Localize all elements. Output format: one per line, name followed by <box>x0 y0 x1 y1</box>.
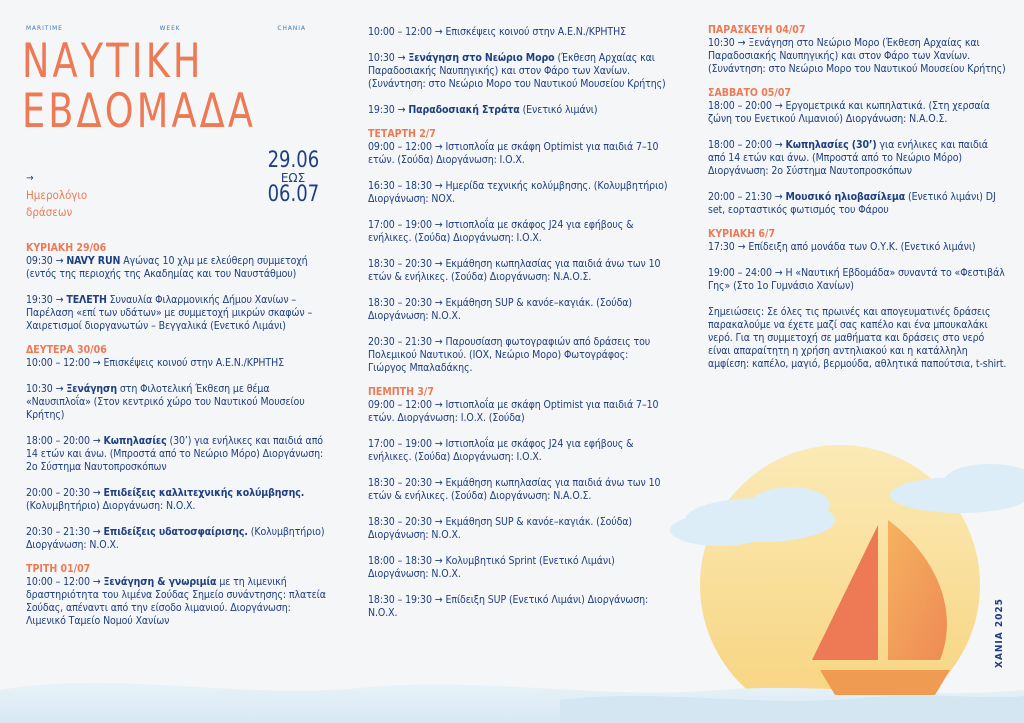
event-item: 20:30 – 21:30 → Παρουσίαση φωτογραφιών από δράσεις του Πολεμικού Ναυτικού. (ΙΟΧ, Νεώριο Μορο) Φωτογράφος: Γιώργος Μπαλαδάκης. <box>368 336 651 374</box>
day-heading: ΤΕΤΑΡΤΗ 2/7 <box>368 128 436 140</box>
event-item: 10:30 → Ξενάγηση στη Φιλοτελική Έκθεση με θέμα «Ναυσιπλοΐα» (Στον κεντρικό χώρο του Ναυτικού Μουσείου Κρήτης) <box>26 383 305 421</box>
tag-week: WEEK <box>159 24 181 32</box>
day-heading: ΚΥΡΙΑΚΗ 6/7 <box>708 228 776 240</box>
event-item: 10:30 → Ξενάγηση στο Νεώριο Μορο (Έκθεση Αρχαίας και Παραδοσιακής Ναυπηγικής) και στον Φάρο των Χανίων. (Συνάντηση: στο Νεώριο Μορο του Ναυτικού Μουσείου Κρήτης) <box>368 52 666 90</box>
event-item: 18:00 – 20:00 → Κωπηλασίες (30’) για ενήλικες και παιδιά από 14 ετών και άνω. (Μπροστά από το Νεώριο Μόρο) Διοργάνωση: 2ο Σύστημα Ναυτοπροσκόπων <box>708 139 988 177</box>
event-item: 18:30 – 20:30 → Εκμάθηση κωπηλασίας για παιδιά άνω των 10 ετών & ενήλικες. (Σούδα) Διοργάνωση: Ν.Α.Ο.Σ. <box>368 477 661 502</box>
date-start: 29.06 <box>267 148 320 173</box>
event-item: 20:00 – 21:30 → Μουσικό ηλιοβασίλεμα (Ενετικό λιμάνι) DJ set, εορταστικός φωτισμός του Φάρου <box>708 191 996 216</box>
event-item: 09:00 – 12:00 → Ιστιοπλοΐα με σκάφη Optimist για παιδιά 7–10 ετών. (Σούδα) Διοργάνωση: Ι.Ο.Χ. <box>368 141 659 166</box>
date-range <box>262 150 324 206</box>
event-item: 16:30 – 18:30 → Ημερίδα τεχνικής κολύμβησης. (Κολυμβητήριο) Διοργάνωση: ΝΟΧ. <box>368 180 668 205</box>
day-heading: ΠΕΜΠΤΗ 3/7 <box>368 386 434 398</box>
notes: Σημειώσεις: Σε όλες τις πρωινές και απογευματινές δράσεις παρακαλούμε να έχετε μαζί σας καπέλο και ένα μπουκαλάκι νερό. Για τη συμμετοχή σε μαθήματα και δράσεις στο νερό είναι απαραίτητη η χρήση αντηλιακού και η κατάλληλη αμφίεση: καπέλο, μαγιό, βερμούδα, αθλητικά παπούτσια, t-shirt. <box>708 306 1007 370</box>
title-line-1: ΝΑΥΤΙΚΗ <box>22 34 204 89</box>
tagline <box>26 24 306 32</box>
event-item: 18:30 – 20:30 → Εκμάθηση SUP & κανόε–καγιάκ. (Σούδα) Διοργάνωση: Ν.Ο.Χ. <box>368 516 633 541</box>
event-item: 17:00 – 19:00 → Ιστιοπλοΐα με σκάφος J24 για εφήβους & ενήλικες. (Σούδα) Διοργάνωση: Ι.Ο.Χ. <box>368 438 634 463</box>
tag-chania: CHANIA <box>277 24 306 32</box>
event-item: 18:00 – 20:00 → Κωπηλασίες (30’) για ενήλικες και παιδιά από 14 ετών και άνω. (Μπροστά από το Νεώριο Μόρο) Διοργάνωση: 2ο Σύστημα Ναυτοπροσκόπων <box>26 435 324 473</box>
event-item: 18:30 – 20:30 → Εκμάθηση SUP & κανόε–καγιάκ. (Σούδα) Διοργάνωση: Ν.Ο.Χ. <box>368 297 633 322</box>
event-item: 17:30 → Επίδειξη από μονάδα των Ο.Υ.Κ. (Ενετικό λιμάνι) <box>708 241 976 253</box>
event-item: 10:30 → Ξενάγηση στο Νεώριο Μορο (Έκθεση Αρχαίας και Παραδοσιακής Ναυπηγικής) και στον Φάρο των Χανίων. (Συνάντηση: στο Νεώριο Μορο του Ναυτικού Μουσείου Κρήτης) <box>708 37 1006 75</box>
tag-maritime: MARITIME <box>26 24 63 32</box>
day-heading: ΤΡΙΤΗ 01/07 <box>26 563 91 575</box>
subtitle-line-2: δράσεων <box>26 205 73 219</box>
event-item: 17:00 – 19:00 → Ιστιοπλοΐα με σκάφος J24 για εφήβους & ενήλικες. (Σούδα) Διοργάνωση: Ι.Ο.Χ. <box>368 219 634 244</box>
event-item: 18:00 – 20:00 → Εργομετρικά και κωπηλατικά. (Στη χερσαία ζώνη του Ενετικού Λιμανιού) Διοργάνωση: Ν.Α.Ο.Σ. <box>708 100 990 125</box>
title-line-2: ΕΒΔΟΜΑΔΑ <box>22 84 257 139</box>
footer-vertical-text: ΧΑΝΙΑ 2025 <box>994 598 1005 668</box>
event-item: 19:30 → ΤΕΛΕΤΗ Συναυλία Φιλαρμονικής Δήμου Χανίων – Παρέλαση «επί των υδάτων» με συμμετοχή μικρών σκαφών – Χαιρετισμοί διοργανωτών – Βεγγαλικά (Ενετικό Λιμάνι) <box>26 294 313 332</box>
event-item: 20:30 – 21:30 → Επιδείξεις υδατοσφαίρισης. (Κολυμβητήριο) Διοργάνωση: Ν.Ο.Χ. <box>26 526 325 551</box>
event-item: 10:00 – 12:00 → Επισκέψεις κοινού στην Α.Ε.Ν./ΚΡΗΤΗΣ <box>368 26 626 38</box>
subtitle-line-1: Ημερολόγιο <box>26 188 88 202</box>
event-item: 18:00 – 18:30 → Κολυμβητικό Sprint (Ενετικό Λιμάνι) Διοργάνωση: Ν.Ο.Χ. <box>368 555 615 580</box>
schedule-column-1 <box>26 232 326 641</box>
event-item: 20:00 – 20:30 → Επιδείξεις καλλιτεχνικής κολύμβησης. (Κολυμβητήριο) Διοργάνωση: Ν.Ο.Χ. <box>26 487 305 512</box>
event-item: 09:30 → NAVY RUN Αγώνας 10 χλμ με ελεύθερη συμμετοχή (εντός της περιοχής της Ακαδημίας και του Ναυστάθμου) <box>26 255 308 280</box>
schedule-column-2 <box>368 26 668 633</box>
event-item: 18:30 – 19:30 → Επίδειξη SUP (Ενετικό Λιμάνι) Διοργάνωση: Ν.Ο.Χ. <box>368 594 649 619</box>
subtitle <box>26 170 87 221</box>
event-item: 09:00 – 12:00 → Ιστιοπλοΐα με σκάφη Optimist για παιδιά 7–10 ετών. Διοργάνωση: Ι.Ο.Χ. (Σούδα) <box>368 399 659 424</box>
arrow-right-icon: → <box>26 173 34 184</box>
day-heading: ΚΥΡΙΑΚΗ 29/06 <box>26 242 107 254</box>
event-item: 10:00 – 12:00 → Επισκέψεις κοινού στην Α.Ε.Ν./ΚΡΗΤΗΣ <box>26 357 284 369</box>
event-item: 19:00 – 24:00 → Η «Ναυτική Εβδομάδα» συναντά το «Φεστιβάλ Γης» (Στο 1ο Γυμνάσιο Χανίων) <box>708 267 1005 292</box>
day-heading: ΣΑΒΒΑΤΟ 05/07 <box>708 87 791 99</box>
schedule-column-3 <box>708 14 1008 384</box>
event-item: 10:00 – 12:00 → Ξενάγηση & γνωριμία με τη λιμενική δραστηριότητα του λιμένα Σούδας Σημείο συνάντησης: πλατεία Σούδας, απέναντι από την είσοδο λιμανιού. Διοργάνωση: Λιμενικό Ταμείο Νομού Χανίων <box>26 576 326 627</box>
date-separator: ΕΩΣ <box>280 171 306 185</box>
event-item: 18:30 – 20:30 → Εκμάθηση κωπηλασίας για παιδιά άνω των 10 ετών & ενήλικες. (Σούδα) Διοργάνωση: Ν.Α.Ο.Σ. <box>368 258 661 283</box>
event-item: 19:30 → Παραδοσιακή Στράτα (Ενετικό λιμάνι) <box>368 104 598 116</box>
day-heading: ΔΕΥΤΕΡΑ 30/06 <box>26 344 107 356</box>
day-heading: ΠΑΡΑΣΚΕΥΗ 04/07 <box>708 24 806 36</box>
date-end: 06.07 <box>267 182 320 207</box>
